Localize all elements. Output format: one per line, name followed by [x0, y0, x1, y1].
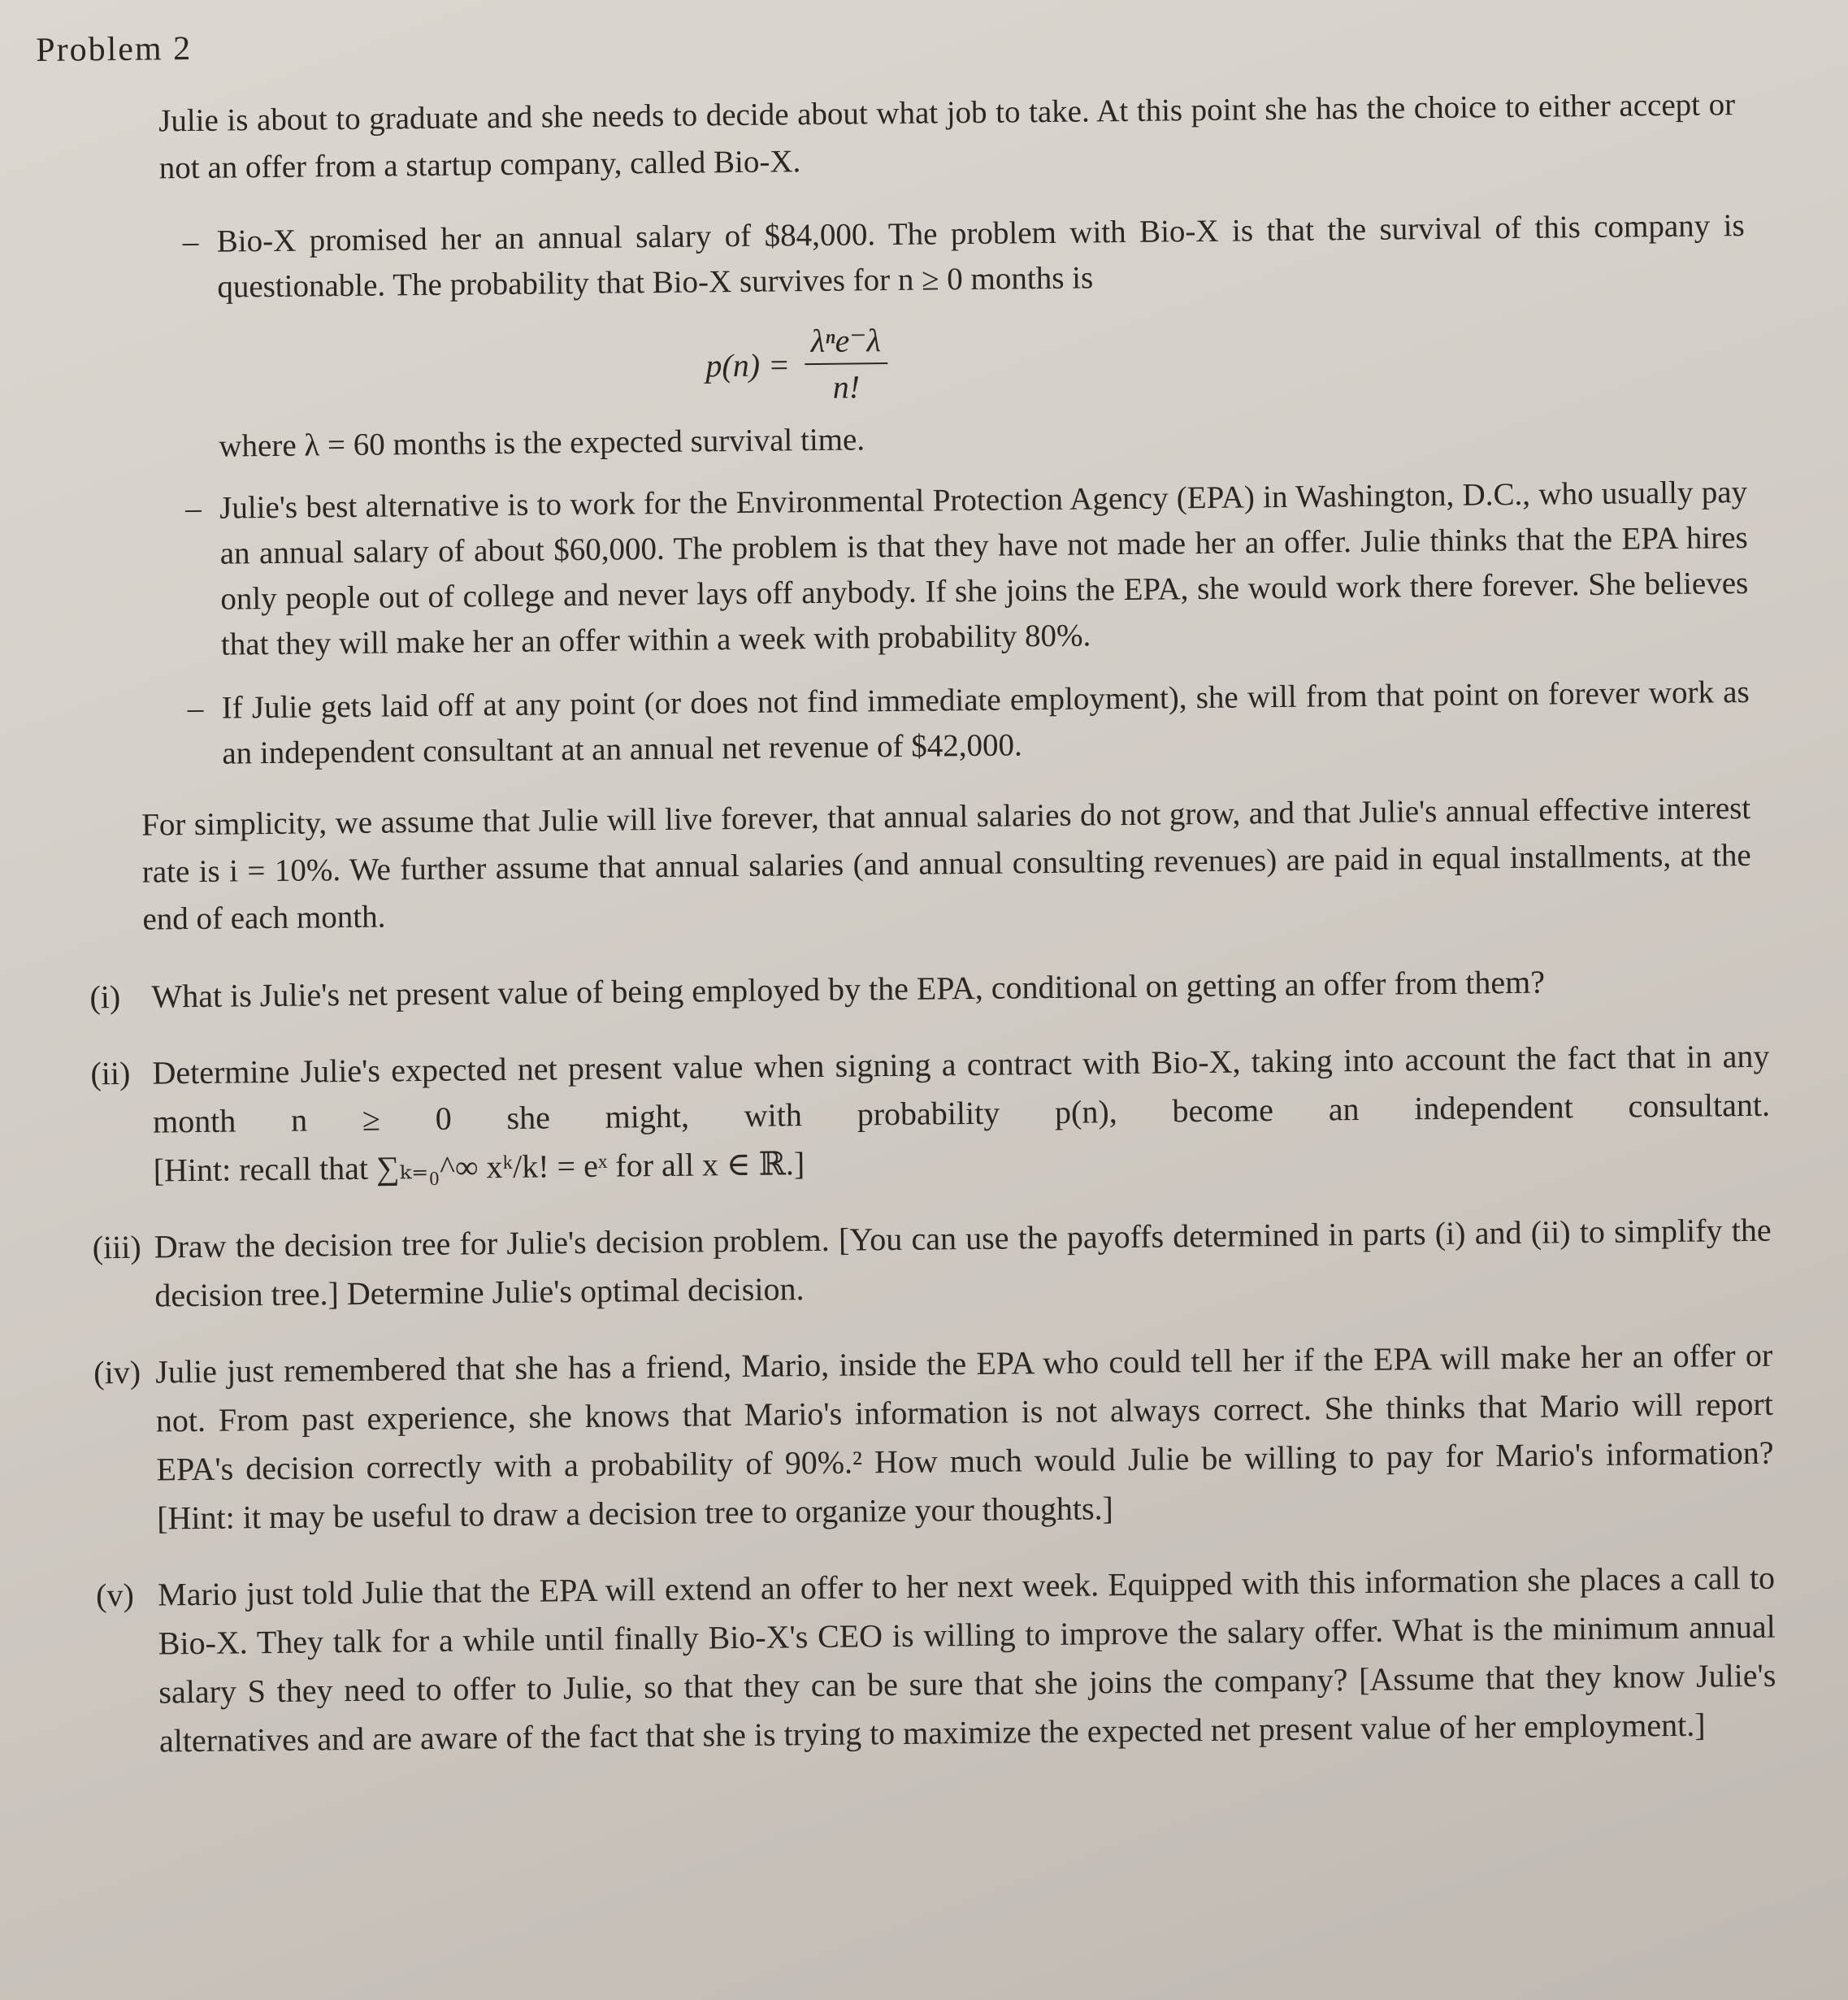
question-hint: [Hint: recall that ∑ₖ₌₀^∞ xᵏ/k! = eˣ for all x ∈ ℝ.] [153, 1145, 805, 1189]
formula-numerator: λⁿe⁻λ [804, 321, 887, 365]
intro-paragraph: Julie is about to graduate and she needs to decide about what job to take. At this point she has the choice to either accept or not an offer from a startup company, called Bio-X. [158, 87, 1736, 186]
bullet-biox [182, 203, 1745, 310]
question-label: (ii) [90, 1054, 131, 1092]
question-label: (v) [95, 1576, 135, 1614]
question-label: (i) [89, 978, 121, 1016]
bullet-consultant [187, 670, 1750, 777]
problem-title: Problem 2 [36, 29, 193, 69]
question-text: Julie just remembered that she has a friend, Mario, inside the EPA who could tell her if the EPA will make her an offer or not. From past experience, she knows that Mario's information is not always correct. She thinks that Mario will report EPA's decision correctly with a probability of 90%.² How much would Julie be willing to pay for Mario's information? [Hint: it may be useful to draw a decision tree to organize your thoughts.] [155, 1336, 1774, 1537]
bullet-dash: – [184, 490, 202, 527]
question-iv [93, 1331, 1774, 1543]
question-label: (iv) [93, 1353, 141, 1391]
bullet-text: Bio-X promised her an annual salary of $84,000. The problem with Bio-X is that the survival of this company is questionable. The probability that Bio-X survives for n ≥ 0 months is [216, 207, 1745, 305]
assumptions-paragraph: For simplicity, we assume that Julie will live forever, that annual salaries do not grow, and that Julie's annual effective interest rate is i = 10%. We further assume that annual salaries (and annual consulting revenues) are paid in equal installments, at the end of each month. [141, 790, 1751, 937]
formula-note: where λ = 60 months is the expected survival time. [219, 422, 865, 464]
question-text: Determine Julie's expected net present value when signing a contract with Bio-X, taking into account the fact that in any month n ≥ 0 she might, with probability p(n), become an independent consultant. [152, 1037, 1771, 1140]
question-ii [90, 1032, 1771, 1195]
formula-denominator: n! [832, 368, 861, 406]
bullet-text: Julie's best alternative is to work for the Environmental Protection Agency (EPA) in Washington, D.C., who usually pay an annual salary of about $60,000. The problem is that they have not made her an offer. Julie thinks that the EPA hires only people out of college and never lays off anybody. If she joins the EPA, she would work there forever. She believes that they will make her an offer within a week with probability 80%. [219, 474, 1749, 662]
survival-formula [705, 311, 1811, 407]
question-iii [92, 1206, 1772, 1321]
bullet-dash: – [187, 690, 204, 727]
problem-content [36, 12, 1826, 1794]
question-label: (iii) [92, 1228, 141, 1266]
question-v [95, 1554, 1776, 1766]
question-text: Mario just told Julie that the EPA will extend an offer to her next week. Equipped with this information she places a call to Bio-X. They talk for a while until finally Bio-X's CEO is willing to improve the salary offer. What is the minimum annual salary S they need to offer to Julie, so that they can be sure that she joins the company? [Assume that they know Julie's alternatives and are aware of the fact that she is trying to maximize the expected net present value of her employment.] [157, 1559, 1776, 1759]
bullet-dash: – [182, 223, 199, 260]
bullet-text: If Julie gets laid off at any point (or does not find immediate employment), she will from that point on forever work as an independent consultant at an annual net revenue of $42,000. [221, 674, 1750, 771]
question-i [89, 956, 1769, 1022]
question-text: Draw the decision tree for Julie's decision problem. [You can use the payoffs determined in parts (i) and (ii) to simplify the decision tree.] Determine Julie's optimal decision. [154, 1211, 1772, 1314]
formula-fraction [804, 321, 887, 406]
question-text: What is Julie's net present value of being employed by the EPA, conditional on getting an offer from them? [151, 963, 1546, 1015]
bullet-epa [184, 470, 1749, 668]
formula-lhs: p(n) = [705, 345, 791, 384]
